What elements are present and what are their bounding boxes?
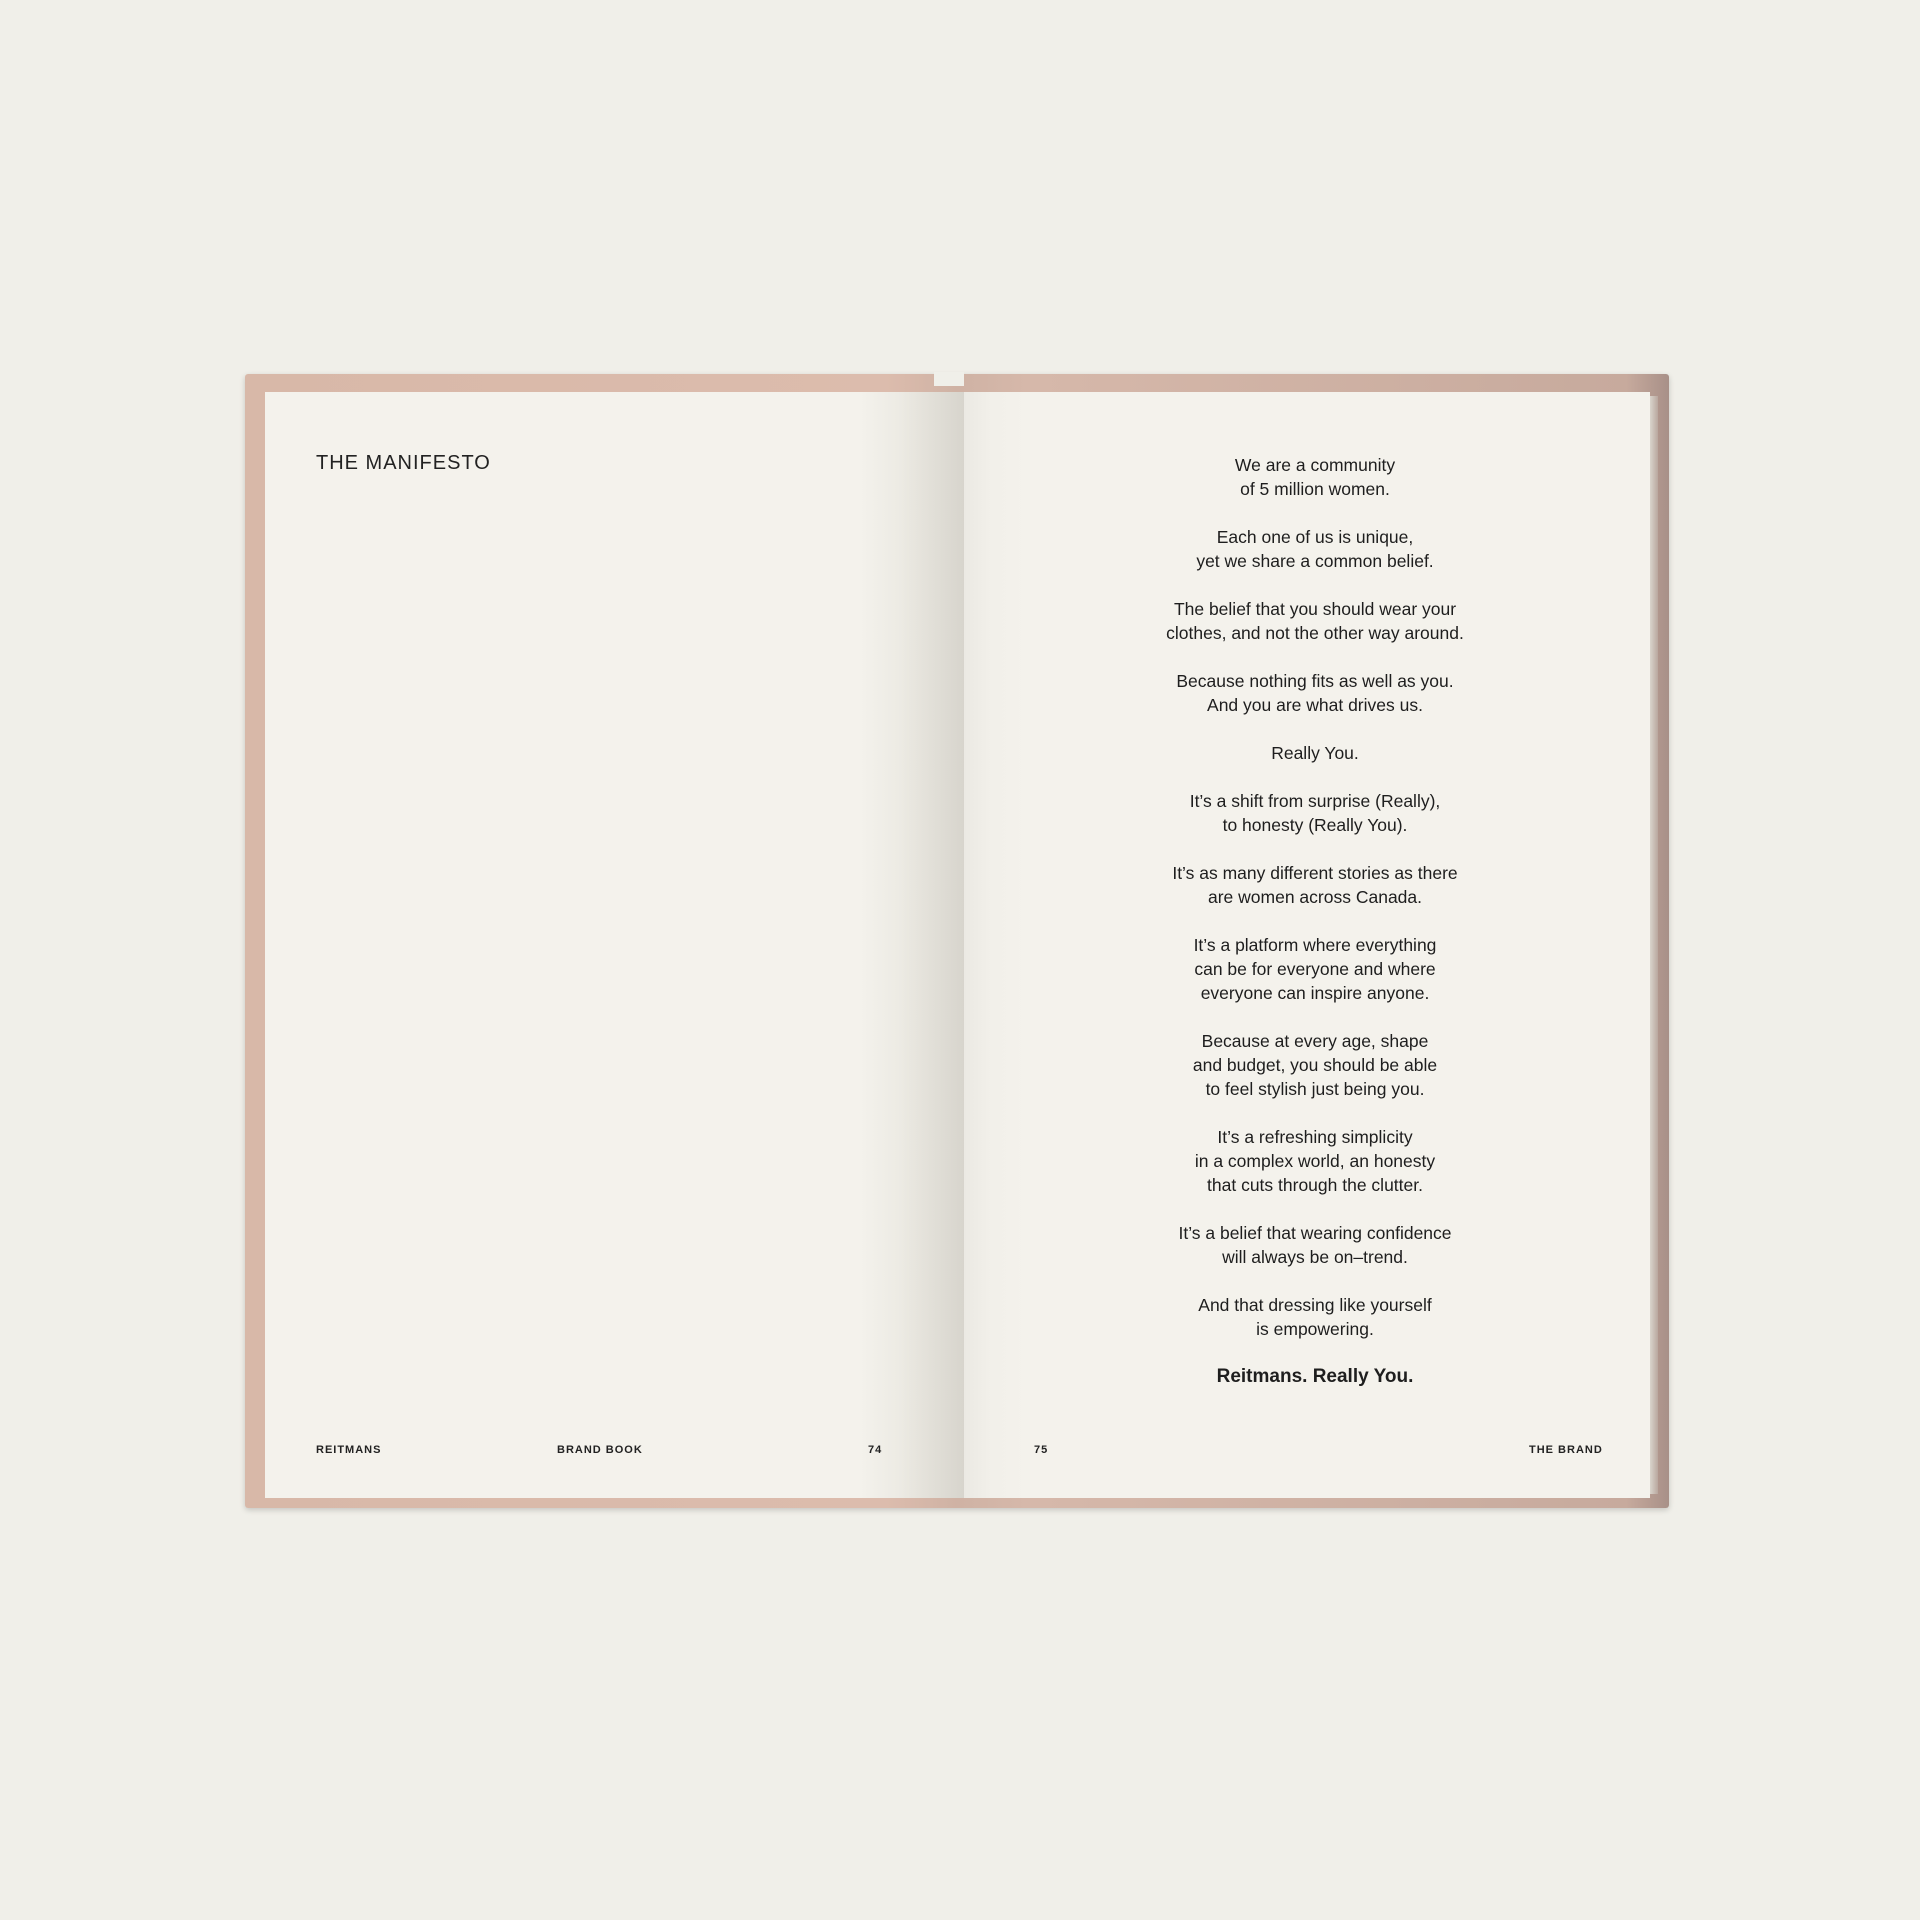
manifesto-stanza: And that dressing like yourself is empowering. xyxy=(1198,1295,1432,1339)
manifesto-stanza: It’s a belief that wearing confidence will always be on–trend. xyxy=(1178,1223,1452,1267)
page-stack-edge xyxy=(1650,396,1658,1494)
page-number-right: 75 xyxy=(1034,1444,1049,1456)
manifesto-text xyxy=(1090,453,1540,1413)
manifesto-stanza: It’s a refreshing simplicity in a complex world, an honesty that cuts through the clutter. xyxy=(1194,1127,1436,1195)
manifesto-stanza: The belief that you should wear your clothes, and not the other way around. xyxy=(1166,599,1464,643)
footer-section: THE BRAND xyxy=(1529,1444,1603,1456)
manifesto-stanza: It’s as many different stories as there are women across Canada. xyxy=(1172,863,1458,907)
page-number-left: 74 xyxy=(868,1444,883,1456)
manifesto-stanza: Each one of us is unique, yet we share a common belief. xyxy=(1196,527,1434,571)
manifesto-signoff: Reitmans. Really You. xyxy=(1216,1366,1414,1387)
manifesto-stanza: Because nothing fits as well as you. And you are what drives us. xyxy=(1176,671,1454,715)
footer-brand: REITMANS xyxy=(316,1444,382,1456)
cover-spine-notch xyxy=(934,372,964,386)
footer-publication: BRAND BOOK xyxy=(557,1444,643,1456)
manifesto-stanza: Really You. xyxy=(1271,743,1359,763)
manifesto-stanza: Because at every age, shape and budget, you should be able to feel stylish just being you. xyxy=(1192,1031,1438,1099)
manifesto-stanza: It’s a platform where everything can be for everyone and where everyone can inspire anyone. xyxy=(1193,935,1437,1003)
page-title: THE MANIFESTO xyxy=(316,452,491,474)
gutter-shadow xyxy=(900,392,964,1498)
left-page xyxy=(265,392,964,1498)
manifesto-stanza: It’s a shift from surprise (Really), to honesty (Really You). xyxy=(1189,791,1441,835)
manifesto-stanza: We are a community of 5 million women. xyxy=(1234,455,1396,499)
